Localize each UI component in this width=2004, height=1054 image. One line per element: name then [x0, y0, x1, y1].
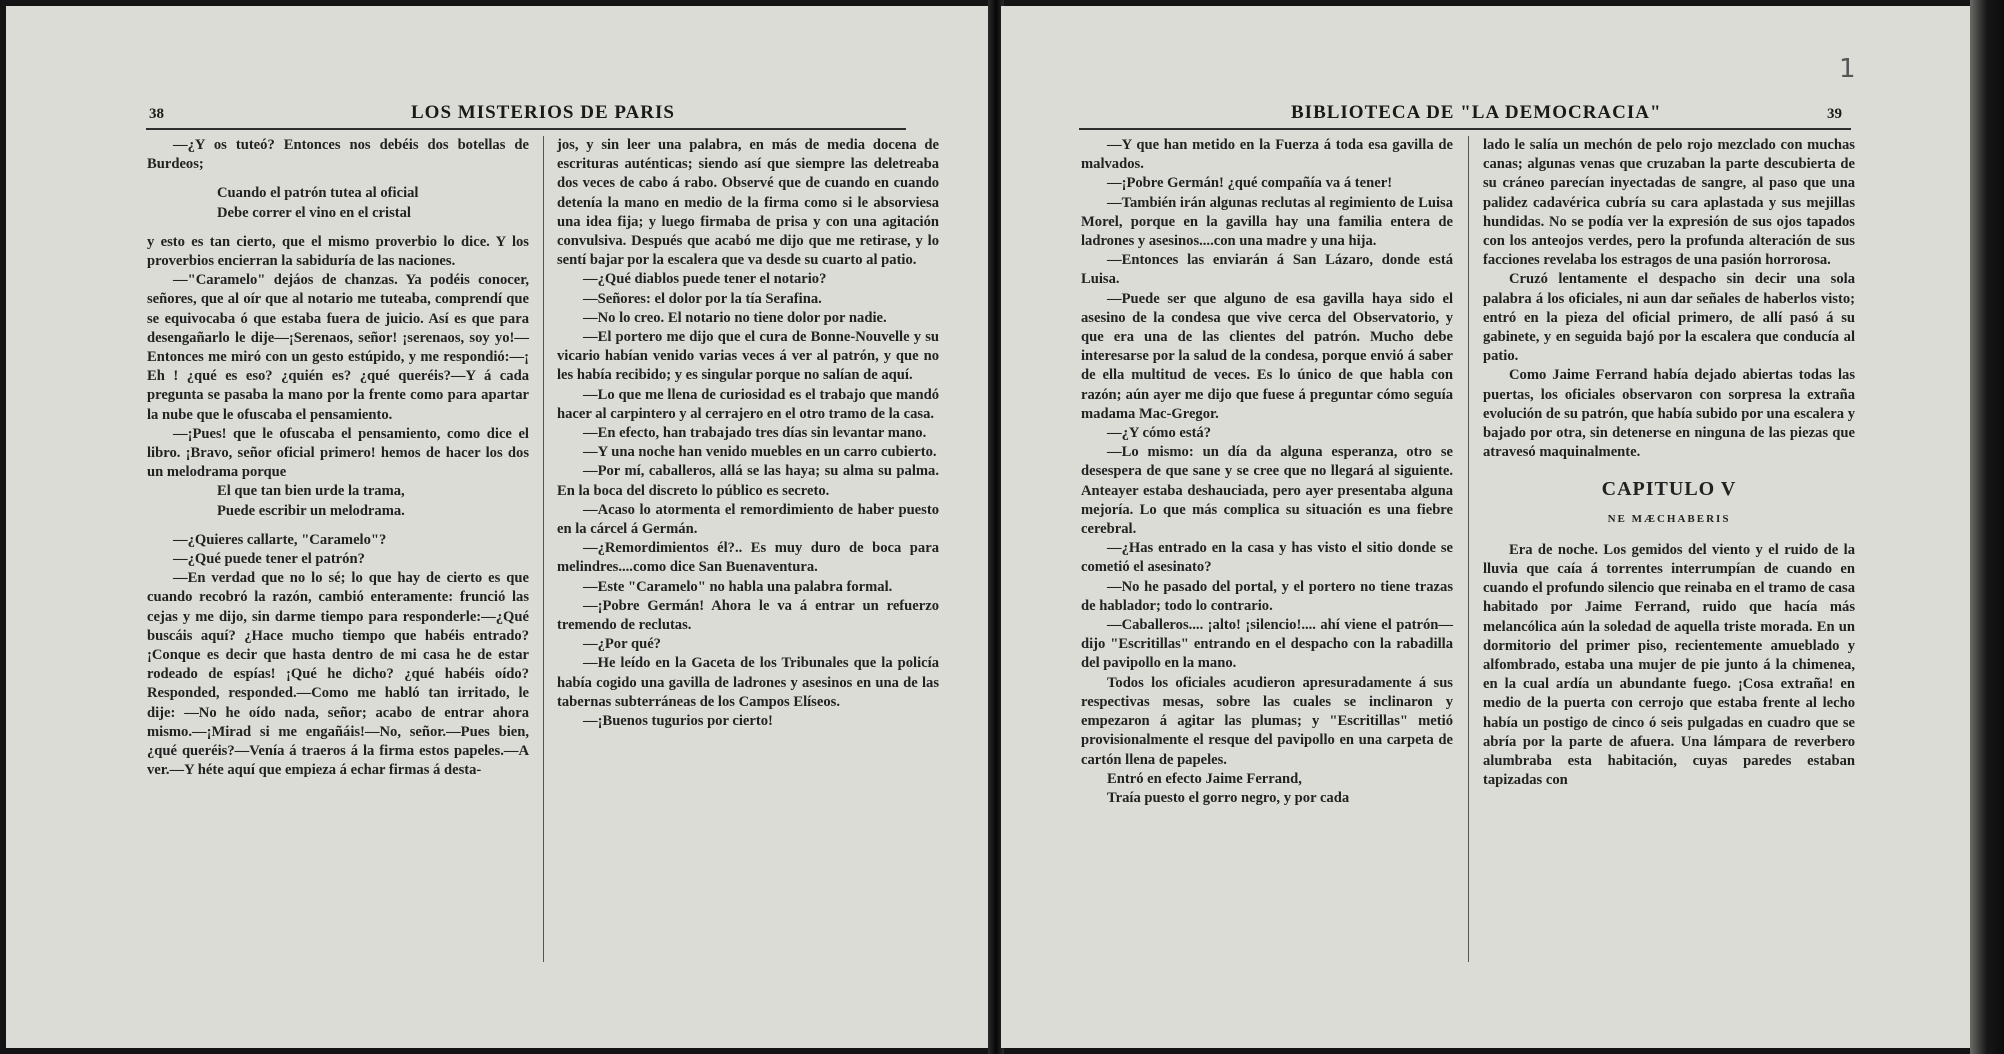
- paragraph: —"Caramelo" dejáos de chanzas. Ya podéis conocer, señores, que al oír que al notario me tuteaba, comprendí que se equivocaba ó que estaba fuera de juicio. Así es que para desengañarlo le dije—¡Serenaos, señor! ¡serenaos, soy yo!—Entonces me miró con un gesto estúpido, y me respondió:—¡ Eh ! ¿qué es eso? ¿quién es? ¿qué queréis?—Y á cada pregunta se pasaba la mano por la frente como para apartar la nube que le ofuscaba el pensamiento.: [147, 272, 529, 423]
- running-head: BIBLIOTECA DE "LA DEMOCRACIA": [1291, 102, 1662, 123]
- verse-line: Debe correr el vino en el cristal: [217, 204, 411, 221]
- paragraph: —También irán algunas reclutas al regimiento de Luisa Morel, porque en la gavilla hay una familia entera de ladrones y asesinos....con una madre y una hija.: [1081, 194, 1453, 250]
- text-column-2: [557, 136, 939, 731]
- spacer: [147, 521, 529, 531]
- column-rule: [543, 136, 544, 962]
- paragraph: Como Jaime Ferrand había dejado abiertas todas las puertas, los oficiales observaron con sorpresa la extraña evolución de su patrón, que había subido por una escalera y bajado por otra, sin detenerse en ninguna de las piezas que atravesó maquinalmente.: [1483, 367, 1855, 461]
- page-number: 38: [149, 106, 164, 122]
- margin-mark: 1: [1839, 54, 1856, 84]
- right-page: [1001, 6, 1971, 1048]
- paragraph: —No he pasado del portal, y el portero no tiene trazas de hablador; todo lo contrario.: [1081, 578, 1453, 614]
- paragraph: Era de noche. Los gemidos del viento y el ruido de la lluvia que caía á torrentes interrumpían de cuando en cuando el profundo silencio que reinaba en el tramo de casa habitado por Jaime Ferrand, ruido que hacía más melancólica aún la soledad de aquella triste morada. En un dormitorio del primer piso, recientemente amueblado y alfombrado, estaba una mujer de pie junto á la chimenea, en la cual ardía un abundante fuego. ¡Cosa extraña! en medio de la puerta con cerrojo que estaba frente al lecho había un postigo de cinco ó seis pulgadas en cuadro que se abría por la parte de afuera. Una lámpara de reverbero alumbraba esta habitación, cuyas paredes estaban tapizadas con: [1483, 541, 1855, 789]
- paragraph: —Lo que me llena de curiosidad es el trabajo que mandó hacer al carpintero y al cerrajero en el otro tramo de la casa.: [557, 386, 939, 422]
- paragraph: —Caballeros.... ¡alto! ¡silencio!.... ahí viene el patrón—dijo "Escritillas" entrando en el despacho con la rabadilla del pavipollo en la mano.: [1081, 617, 1453, 672]
- column-rule: [1468, 136, 1469, 962]
- paragraph: Entró en efecto Jaime Ferrand,: [1107, 770, 1302, 787]
- left-page: [6, 6, 991, 1048]
- header-rule: [1079, 128, 1851, 130]
- paragraph: —¿Qué diablos puede tener el notario?: [583, 271, 827, 288]
- paragraph: —¡Pobre Germán! Ahora le va á entrar un refuerzo tremendo de reclutas.: [557, 597, 939, 634]
- paragraph: —Puede ser que alguno de esa gavilla haya sido el asesino de la condesa que vive cerca del Observatorio, y que era una de las clientes del patrón. Mucho debe interesarse por la salud de la condesa, porque envió á saber de ella multitud de veces. Es lo único de que habla con razón; aún ayer me dijo que fuese á preguntar cómo seguía madama Mac-Gregor.: [1081, 290, 1453, 422]
- paragraph: jos, y sin leer una palabra, en más de media docena de escrituras auténticas; siendo así que siempre las deletreaba dos veces de cabo á rabo. Observé que de cuando en cuando detenía la mano en medio de la firma como si le absorviesa una idea fija; y luego firmaba de prisa y con una agitación convulsiva. Después que acabó me dijo que me retirase, y lo sentí bajar por la escalera que va desde su cuarto al patio.: [557, 137, 939, 269]
- paragraph: —¿Y cómo está?: [1107, 425, 1212, 442]
- paragraph: —Entonces las enviarán á San Lázaro, donde está Luisa.: [1081, 252, 1453, 288]
- paragraph: —¿Quieres callarte, "Caramelo"?: [173, 531, 387, 548]
- header-rule: [146, 128, 906, 130]
- paragraph: —¡Pues! que le ofuscaba el pensamiento, como dice el libro. ¡Bravo, señor oficial primero! hemos de hacer los dos un melodrama porque: [147, 425, 529, 481]
- paragraph: —Lo mismo: un día da alguna esperanza, otro se desespera de que sane y se cree que no llegará al siguiente. Anteayer estaba deshauciada, pero ayer presentaba alguna mejoría. Lo que más complica su situación es una fiebre cerebral.: [1081, 444, 1453, 538]
- paragraph: —Señores: el dolor por la tía Serafina.: [583, 290, 822, 307]
- paragraph: —Por mí, caballeros, allá se las haya; su alma su palma. En la boca del discreto lo público es secreto.: [557, 463, 939, 499]
- paragraph: —No lo creo. El notario no tiene dolor por nadie.: [583, 309, 887, 326]
- text-column-2: [1483, 136, 1855, 791]
- paragraph: —Acaso lo atormenta el remordimiento de haber puesto en la cárcel á Germán.: [557, 501, 939, 538]
- paragraph: —Y que han metido en la Fuerza á toda esa gavilla de malvados.: [1081, 137, 1453, 173]
- verse-line: Cuando el patrón tutea al oficial: [217, 185, 419, 202]
- paragraph: —En verdad que no lo sé; lo que hay de cierto es que cuando recobró la razón, cambió enteramente: frunció las cejas y me dijo, sin darme tiempo para responderle:—¿Qué buscáis aquí? ¿Hace mucho tiempo que habéis entrado? ¡Conque es decir que hasta dentro de mi casa he de estar rodeado de espías! ¡Qué he dicho? ¿qué habéis oído? Responded, responded.—Como me habló tan irritado, le dije: —No he oído nada, señor; acabo de entrar ahora mismo.—¡Mirad si me engañáis!—No, señor.—Pues bien, ¿qué queréis?—Venía á traeros á la firma estos papeles.—A ver.—Y héte aquí que empieza á echar firmas á desta-: [147, 570, 529, 779]
- paragraph: —He leído en la Gaceta de los Tribunales que la policía había cogido una gavilla de ladrones y asesinos en una de las tabernas subterráneas de los Campos Elíseos.: [557, 655, 939, 710]
- paragraph: Todos los oficiales acudieron apresuradamente á sus respectivas mesas, sobre las cuales se inclinaron y empezaron á agitar las plumas; y "Escritillas" metió provisionalmente el resque del pavipollo en una carpeta de cartón llena de papeles.: [1081, 674, 1453, 768]
- spacer: [147, 223, 529, 233]
- paragraph: lado le salía un mechón de pelo rojo mezclado con muchas canas; algunas venas que cruzaban la parte descubierta de su cráneo parecían inyectadas de sangre, al paso que una palidez cadavérica cubría su cara aplastada y sus mejillas hundidas. No se podía ver la expresión de sus ojos tapados con los anteojos verdes, pero la profunda alteración de sus facciones revelaba los estragos de una pasión horrorosa.: [1483, 137, 1855, 269]
- chapter-heading: CAPITULO V: [1601, 478, 1737, 501]
- paragraph: —¿Por qué?: [583, 636, 661, 653]
- paragraph: —En efecto, han trabajado tres días sin levantar mano.: [583, 425, 927, 442]
- paragraph: —Y una noche han venido muebles en un carro cubierto.: [583, 444, 937, 461]
- paragraph: —¿Qué puede tener el patrón?: [173, 551, 365, 568]
- paragraph: —El portero me dijo que el cura de Bonne-Nouvelle y su vicario habían venido varias veces á ver al patrón, y que no les había recibido; y es singular porque no salían de aquí.: [557, 329, 939, 384]
- paragraph: Cruzó lentamente el despacho sin decir una sola palabra á los oficiales, ni aun dar señales de haberlos visto; entró en la pieza del oficial primero, de allí pasó á su gabinete, y en seguida bajó por la escalera que conducía al patio.: [1483, 271, 1855, 365]
- book-edge: [1970, 0, 2004, 1054]
- paragraph: y esto es tan cierto, que el mismo proverbio lo dice. Y los proverbios encierran la sabiduría de las naciones.: [147, 233, 529, 270]
- text-column-1: [1081, 136, 1453, 808]
- page-number: 39: [1827, 106, 1842, 122]
- paragraph: —¿Has entrado en la casa y has visto el sitio donde se cometió el asesinato?: [1081, 540, 1453, 576]
- running-head: LOS MISTERIOS DE PARIS: [411, 102, 675, 123]
- text-column-1: [147, 136, 529, 781]
- paragraph: —¿Remordimientos él?.. Es muy duro de boca para melindres....como dice San Buenaventura.: [557, 540, 939, 576]
- chapter-subheading: NE MÆCHABERIS: [1607, 512, 1731, 525]
- verse-line: Puede escribir un melodrama.: [217, 502, 405, 519]
- paragraph: Traía puesto el gorro negro, y por cada: [1107, 789, 1350, 806]
- verse-line: El que tan bien urde la trama,: [217, 483, 405, 500]
- paragraph: —¿Y os tuteó? Entonces nos debéis dos botellas de Burdeos;: [147, 137, 529, 173]
- paragraph: —Este "Caramelo" no habla una palabra formal.: [583, 578, 893, 595]
- paragraph: —¡Buenos tugurios por cierto!: [583, 713, 773, 730]
- spacer: [147, 174, 529, 184]
- paragraph: —¡Pobre Germán! ¿qué compañía va á tener!: [1107, 175, 1393, 192]
